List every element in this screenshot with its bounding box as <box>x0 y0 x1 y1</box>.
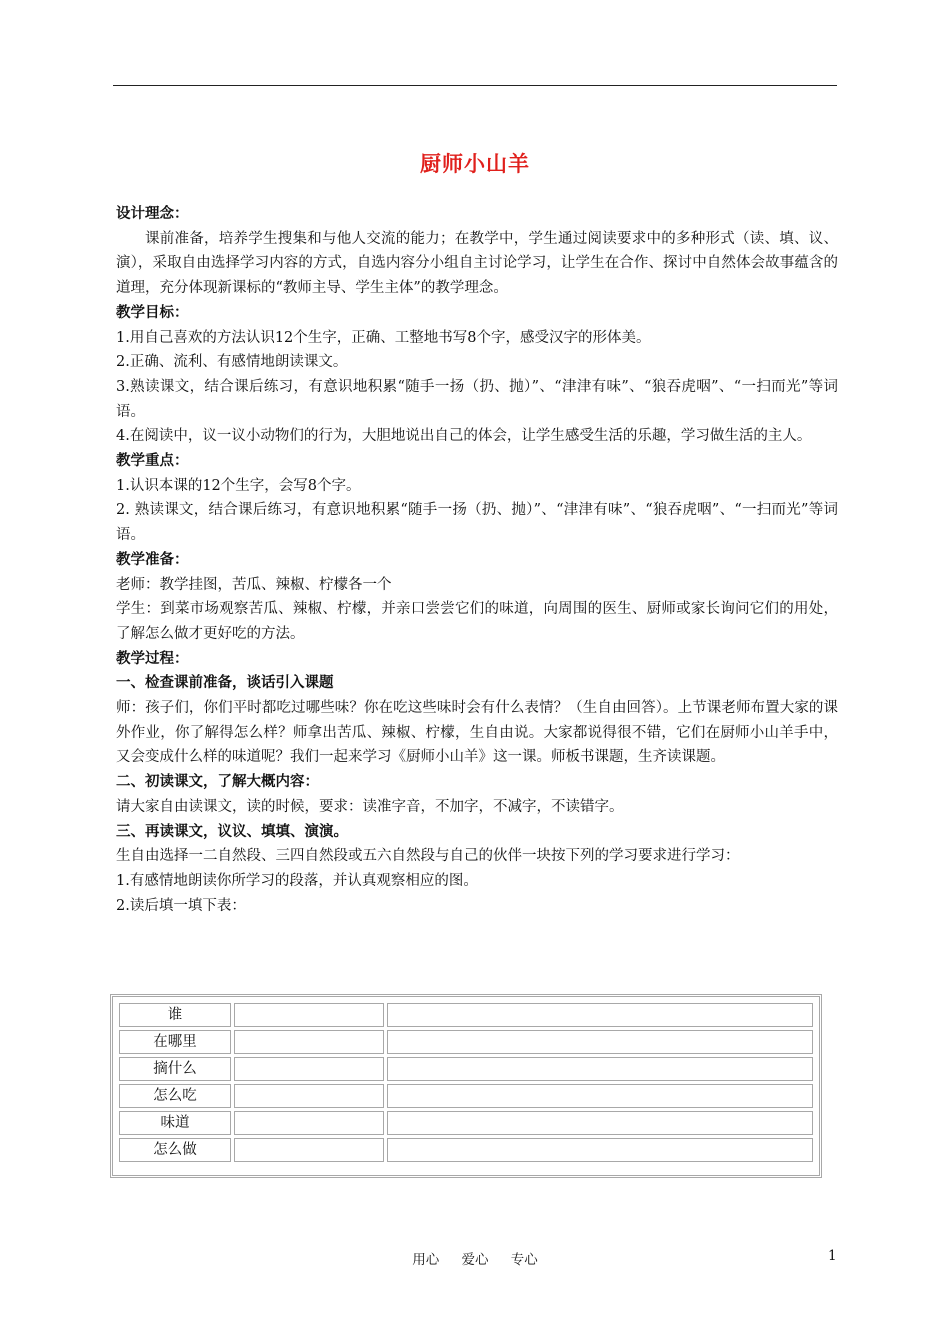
design-heading: 设计理念： <box>116 205 189 222</box>
row-label: 谁 <box>119 1003 231 1027</box>
blank-cell[interactable] <box>387 1003 813 1027</box>
footer-word: 爱心 <box>461 1252 489 1268</box>
footer-word: 专心 <box>510 1252 538 1268</box>
row-label: 怎么做 <box>119 1138 231 1162</box>
step3-line: 生自由选择一二自然段、三四自然段或五六自然段与自己的伙伴一块按下列的学习要求进行学习： <box>116 848 740 865</box>
step3-line: 1.有感情地朗读你所学习的段落，并认真观察相应的图。 <box>116 872 478 889</box>
goal-item: 3.熟读课文，结合课后练习，有意识地积累“随手一扬（扔、抛）”、“津津有味”、“狼吞虎咽”、“一扫而光”等词语。 <box>116 378 838 420</box>
prep-item: 学生：到菜市场观察苦瓜、辣椒、柠檬，并亲口尝尝它们的味道，向周围的医生、厨师或家长询问它们的用处，了解怎么做才更好吃的方法。 <box>116 601 838 642</box>
row-label: 怎么吃 <box>119 1084 231 1108</box>
header-rule <box>113 85 837 86</box>
prep-item: 老师：教学挂图，苦瓜、辣椒、柠檬各一个 <box>116 576 392 593</box>
goals-heading: 教学目标： <box>116 303 189 321</box>
focus-item: 1.认识本课的12个生字，会写8个字。 <box>116 477 361 494</box>
page-number: 1 <box>828 1248 837 1264</box>
blank-cell[interactable] <box>387 1030 813 1054</box>
prep-heading: 教学准备： <box>116 550 189 568</box>
step1-paragraph: 师：孩子们，你们平时都吃过哪些味？你在吃这些味时会有什么表情？（生自由回答）。上节课老师布置大家的课外作业，你了解得怎么样？师拿出苦瓜、辣椒、柠檬，生自由说。大家都说得很不错，它们在厨师小山羊手中，又会变成什么样的味道呢？我们一起来学习《厨师小山羊》这一课。师板书课题，生齐读课题。 <box>116 700 838 766</box>
blank-cell[interactable] <box>234 1030 384 1054</box>
table-row <box>119 1138 813 1162</box>
step3-line: 2.读后填一填下表： <box>116 897 246 914</box>
table-row <box>119 1084 813 1108</box>
blank-cell[interactable] <box>234 1003 384 1027</box>
process-heading: 教学过程： <box>116 649 189 667</box>
step2-paragraph: 请大家自由读课文，读的时候，要求：读准字音，不加字，不减字，不读错字。 <box>116 798 624 815</box>
step1-heading: 一、检查课前准备，谈话引入课题 <box>116 674 334 692</box>
footer-word: 用心 <box>412 1252 440 1268</box>
blank-cell[interactable] <box>387 1057 813 1081</box>
goal-item: 1.用自己喜欢的方法认识12个生字，正确、工整地书写8个字，感受汉字的形体美。 <box>116 329 651 346</box>
goal-item: 2.正确、流利、有感情地朗读课文。 <box>116 354 348 371</box>
blank-cell[interactable] <box>387 1138 813 1162</box>
focus-item: 2. 熟读课文，结合课后练习，有意识地积累“随手一扬（扔、抛）”、“津津有味”、“狼吞虎咽”、“一扫而光”等词语。 <box>116 502 838 544</box>
blank-cell[interactable] <box>234 1111 384 1135</box>
blank-cell[interactable] <box>234 1084 384 1108</box>
blank-cell[interactable] <box>387 1111 813 1135</box>
blank-cell[interactable] <box>234 1138 384 1162</box>
table-row <box>119 1057 813 1081</box>
blank-cell[interactable] <box>387 1084 813 1108</box>
row-label: 味道 <box>119 1111 231 1135</box>
design-paragraph: 课前准备，培养学生搜集和与他人交流的能力；在教学中，学生通过阅读要求中的多种形式（读、填、议、演），采取自由选择学习内容的方式，自选内容分小组自主讨论学习，让学生在合作、探讨中自然体会故事蕴含的道理，充分体现新课标的“教师主导、学生主体”的教学理念。 <box>116 230 838 297</box>
footer-motto <box>0 1248 950 1268</box>
row-label: 摘什么 <box>119 1057 231 1081</box>
table-row <box>119 1003 813 1027</box>
page-title: 厨师小山羊 <box>420 151 530 176</box>
blank-cell[interactable] <box>234 1057 384 1081</box>
step2-heading: 二、初读课文，了解大概内容： <box>116 773 319 791</box>
table-row <box>119 1111 813 1135</box>
document-body <box>116 202 838 918</box>
table-row <box>119 1030 813 1054</box>
fill-in-table <box>110 994 822 1178</box>
focus-heading: 教学重点： <box>116 452 189 470</box>
goal-item: 4.在阅读中，议一议小动物们的行为，大胆地说出自己的体会，让学生感受生活的乐趣，学习做生活的主人。 <box>116 428 812 445</box>
row-label: 在哪里 <box>119 1030 231 1054</box>
step3-heading: 三、再读课文，议议、填填、演演。 <box>116 822 348 840</box>
